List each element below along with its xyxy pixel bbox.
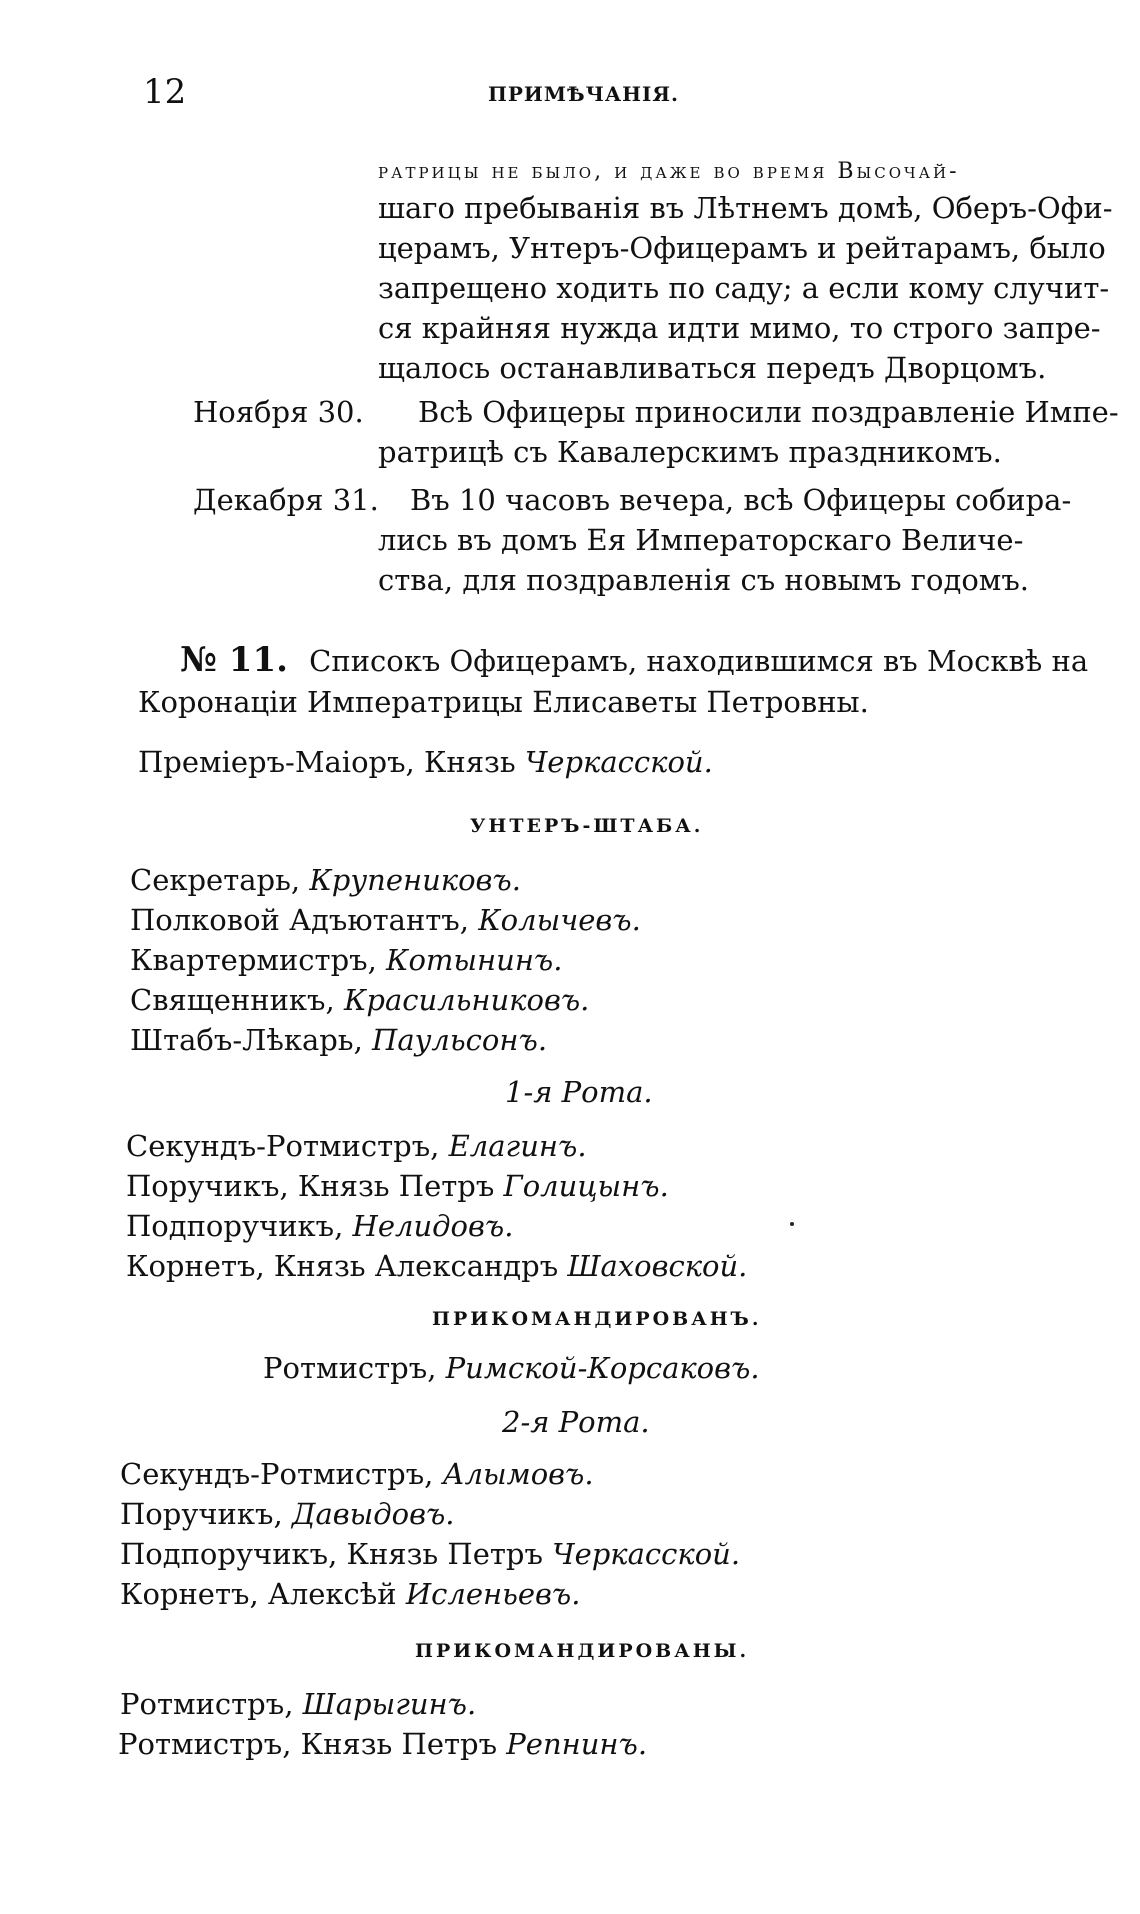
- entry-dec-line: Въ 10 часовъ вечера, всѣ Офицеры собира-: [410, 483, 1072, 517]
- premier-entry: Преміеръ-Маіоръ, Князь Черкасской.: [138, 745, 713, 779]
- list-item: Ротмистръ, Римской-Корсаковъ.: [263, 1351, 760, 1385]
- section-heading: УНТЕРЪ-ШТАБА.: [470, 815, 704, 837]
- list-item: Корнетъ, Алексѣй Исленьевъ.: [120, 1577, 581, 1611]
- entry-dec-line: ства, для поздравленія съ новымъ годомъ.: [378, 563, 1029, 597]
- company-heading: 1-я Рота.: [505, 1075, 653, 1109]
- section-heading: ПРИКОМАНДИРОВАНЫ.: [415, 1640, 750, 1662]
- section-heading: ПРИКОМАНДИРОВАНЪ.: [432, 1308, 762, 1330]
- list-item: Секундъ-Ротмистръ, Алымовъ.: [120, 1457, 594, 1491]
- entry-date-dec: Декабря 31.: [193, 483, 379, 517]
- para1-line: запрещено ходить по саду; а если кому случит-: [378, 271, 1110, 305]
- list-item: Поручикъ, Князь Петръ Голицынъ.: [126, 1169, 669, 1203]
- para1-line: ся крайняя нужда идти мимо, то строго запре-: [378, 311, 1101, 345]
- section-11-line: № 11. Списокъ Офицерамъ, находившимся въ Москвѣ на: [180, 640, 1089, 680]
- list-item: Подпоручикъ, Князь Петръ Черкасской.: [120, 1537, 741, 1571]
- list-item: Секундъ-Ротмистръ, Елагинъ.: [126, 1129, 587, 1163]
- para1-line: ратрицы не было, и даже во время Высочай-: [378, 159, 960, 184]
- list-item: Штабъ-Лѣкарь, Паульсонъ.: [130, 1023, 548, 1057]
- list-item: Ротмистръ, Шарыгинъ.: [120, 1687, 477, 1721]
- page-number: 12: [143, 72, 187, 112]
- list-item: Полковой Адъютантъ, Колычевъ.: [130, 903, 641, 937]
- para1-line: шаго пребыванія въ Лѣтнемъ домѣ, Оберъ-Офи-: [378, 191, 1113, 225]
- list-item: Корнетъ, Князь Александръ Шаховской.: [126, 1249, 748, 1283]
- list-item: Поручикъ, Давыдовъ.: [120, 1497, 455, 1531]
- stray-dot: [790, 1222, 794, 1226]
- list-item: Ротмистръ, Князь Петръ Репнинъ.: [118, 1727, 648, 1761]
- section-number: № 11.: [180, 640, 288, 680]
- entry-nov-line: ратрицѣ съ Кавалерскимъ праздникомъ.: [378, 435, 1002, 469]
- entry-dec-line: лись въ домъ Ея Императорскаго Величе-: [378, 523, 1024, 557]
- list-item: Подпоручикъ, Нелидовъ.: [126, 1209, 514, 1243]
- list-item: Священникъ, Красильниковъ.: [130, 983, 590, 1017]
- company-heading: 2-я Рота.: [502, 1405, 650, 1439]
- entry-date-nov: Ноября 30.: [193, 395, 364, 429]
- running-head: ПРИМѢЧАНІЯ.: [488, 82, 679, 106]
- list-item: Квартермистръ, Котынинъ.: [130, 943, 563, 977]
- para1-line: церамъ, Унтеръ-Офицерамъ и рейтарамъ, было: [378, 231, 1106, 265]
- entry-nov-line: Всѣ Офицеры приносили поздравленіе Импе-: [418, 395, 1119, 429]
- para1-line: щалось останавливаться передъ Дворцомъ.: [378, 351, 1047, 385]
- list-item: Секретарь, Крупениковъ.: [130, 863, 521, 897]
- section-11-line: Коронаціи Императрицы Елисаветы Петровны.: [138, 685, 869, 719]
